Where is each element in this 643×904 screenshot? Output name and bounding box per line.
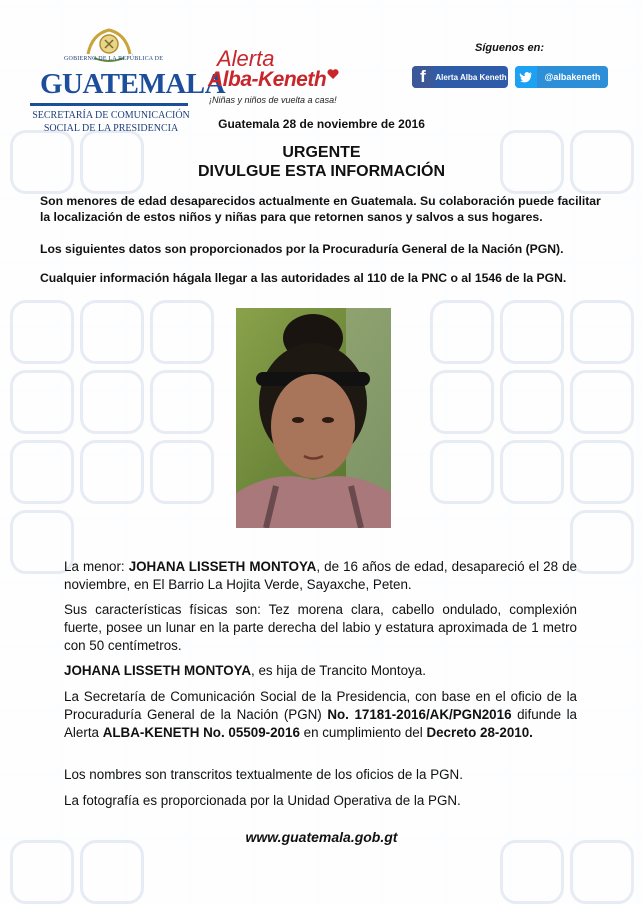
secretaria-line-2: SOCIAL DE LA PRESIDENCIA — [43, 123, 179, 134]
follow-us-label: Síguenos en: — [475, 42, 545, 54]
alba-keneth-tagline: ¡Niñas y niños de vuelta a casa! — [209, 95, 337, 105]
alerta-word: Alerta — [217, 46, 275, 71]
case-summary-details: , de 16 años de edad, desapareció el 28 de noviembre, en El Barrio La Hojita Verde, Sayaxche, Peten. — [64, 559, 577, 592]
twitter-label: @albakeneth — [544, 72, 601, 82]
legal-basis-text-c: en cumplimiento del — [299, 725, 427, 740]
parent-info — [64, 662, 577, 680]
intro-paragraph-3: Cualquier información hágala llegar a las autoridades al 110 de la PNC o al 1546 de la PGN. — [40, 271, 567, 285]
gov-republic-line: GOBIERNO DE LA REPÚBLICA DE — [64, 56, 164, 62]
legal-basis-text-b: difunde la Alerta — [64, 707, 577, 740]
parent-info-name: JOHANA LISSETH MONTOYA — [64, 663, 251, 678]
alba-keneth-word: Alba-Keneth — [208, 68, 327, 91]
legal-basis-text-a: La Secretaría de Comunicación Social de la Presidencia, con base en el oficio de la Procuraduría General de la Nación (PGN) — [64, 689, 577, 722]
alba-keneth-logo — [205, 48, 340, 110]
parent-info-text: , es hija de Trancito Montoya. — [251, 663, 426, 678]
facebook-icon: f — [412, 66, 434, 88]
facebook-label: Alerta Alba Keneth — [435, 72, 507, 82]
intro-paragraph-2: Los siguientes datos son proporcionados por la Procuraduría General de la Nación (PGN). — [40, 242, 564, 256]
decree-number: Decreto 28-2010. — [426, 725, 533, 740]
divulgue-heading: DIVULGUE ESTA INFORMACIÓN — [197, 163, 446, 180]
website-link[interactable]: www.guatemala.gob.gt — [245, 829, 398, 845]
portrait-image — [236, 308, 391, 528]
heart-icon — [327, 68, 339, 80]
bulletin-date: Guatemala 28 de noviembre de 2016 — [218, 117, 425, 131]
missing-person-name: JOHANA LISSETH MONTOYA — [128, 559, 317, 574]
logo-divider — [30, 103, 188, 106]
twitter-icon — [515, 66, 537, 88]
urgent-heading: URGENTE — [282, 144, 361, 161]
case-summary — [64, 558, 577, 594]
photo-credit: La fotografía es proporcionada por la Unidad Operativa de la PGN. — [64, 793, 461, 808]
intro-paragraph-1: Son menores de edad desaparecidos actualmente en Guatemala. Su colaboración puede facilitar la localización de estos niños y niñas para que retornen sanos y salvos a sus hogares. — [40, 194, 601, 224]
guatemala-wordmark: GUATEMALA — [40, 68, 226, 100]
names-note: Los nombres son transcritos textualmente de los oficios de la PGN. — [64, 767, 463, 782]
physical-description: Sus características físicas son: Tez morena clara, cabello ondulado, complexión fuerte, posee un lunar en la parte derecha del labio y estatura aproximada de 1 metro con 50 centímetros. — [64, 602, 577, 653]
legal-basis — [64, 688, 577, 742]
alert-number: ALBA-KENETH No. 05509-2016 — [102, 725, 300, 740]
oficio-number: No. 17181-2016/AK/PGN2016 — [327, 707, 512, 722]
case-summary-prefix: La menor: — [64, 559, 129, 574]
twitter-button[interactable] — [515, 66, 608, 88]
facebook-button[interactable] — [412, 66, 508, 88]
missing-person-photo — [236, 308, 391, 528]
secretaria-line-1: SECRETARÍA DE COMUNICACIÓN — [32, 110, 190, 121]
